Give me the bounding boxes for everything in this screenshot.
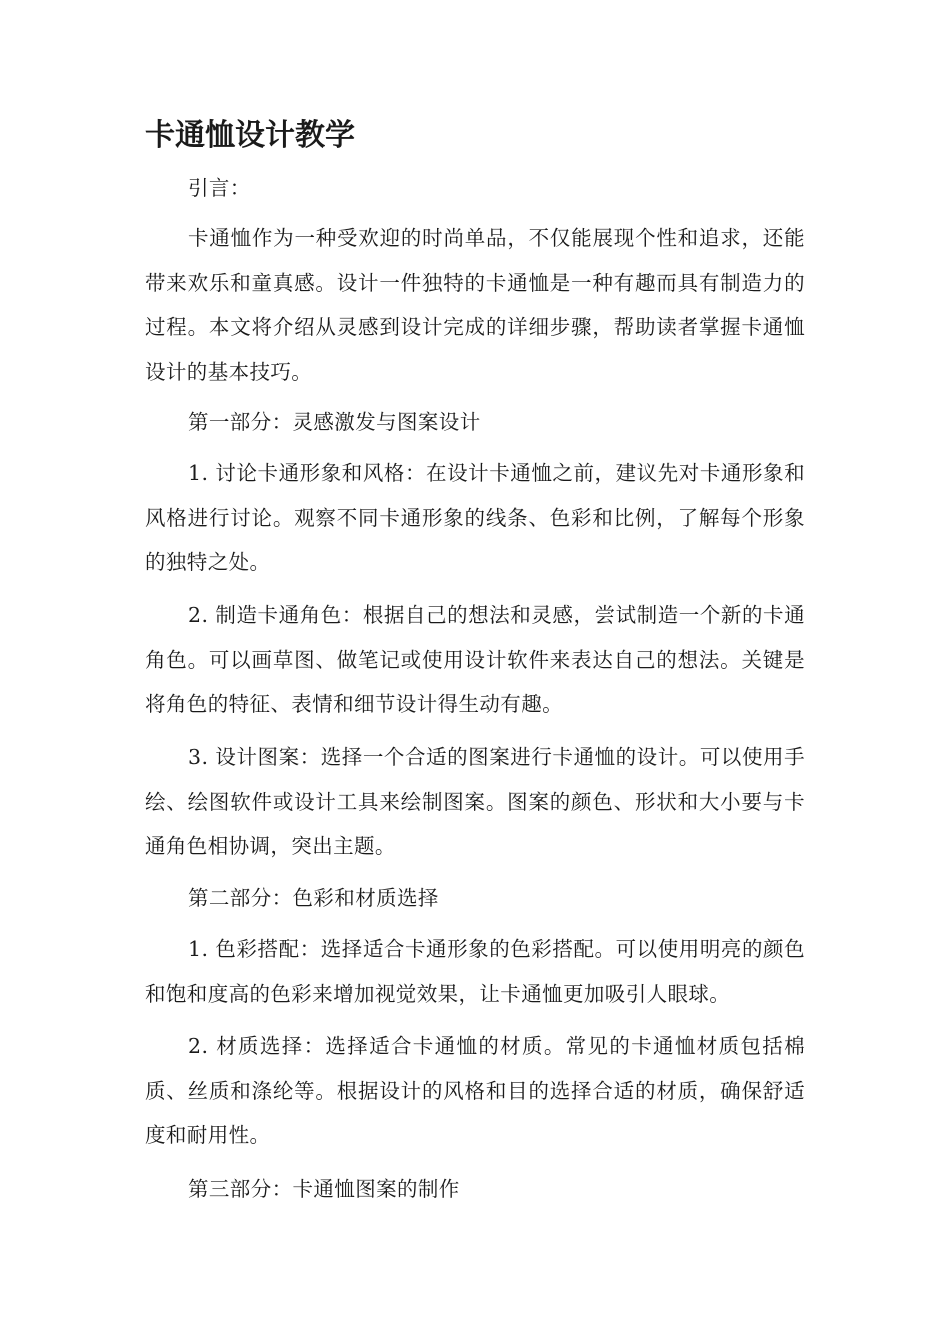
document-title: 卡通恤设计教学	[145, 118, 355, 153]
part3-heading: 第三部分：卡通恤图案的制作	[188, 1177, 460, 1201]
part1-item-3: 3. 设计图案：选择一个合适的图案进行卡通恤的设计。可以使用手绘、绘图软件或设计工具来绘制图案。图案的颜色、形状和大小要与卡通角色相协调，突出主题。	[145, 745, 805, 858]
intro-label: 引言：	[188, 176, 251, 200]
intro-paragraph: 卡通恤作为一种受欢迎的时尚单品，不仅能展现个性和追求，还能带来欢乐和童真感。设计一件独特的卡通恤是一种有趣而具有制造力的过程。本文将介绍从灵感到设计完成的详细步骤，帮助读者掌握卡通恤设计的基本技巧。	[145, 226, 805, 384]
part1-item-2: 2. 制造卡通角色：根据自己的想法和灵感，尝试制造一个新的卡通角色。可以画草图、做笔记或使用设计软件来表达自己的想法。关键是将角色的特征、表情和细节设计得生动有趣。	[145, 603, 805, 716]
part1-heading: 第一部分：灵感激发与图案设计	[188, 410, 481, 434]
part2-heading: 第二部分：色彩和材质选择	[188, 886, 439, 910]
part2-item-2: 2. 材质选择：选择适合卡通恤的材质。常见的卡通恤材质包括棉质、丝质和涤纶等。根据设计的风格和目的选择合适的材质，确保舒适度和耐用性。	[145, 1034, 805, 1147]
part2-item-1: 1. 色彩搭配：选择适合卡通形象的色彩搭配。可以使用明亮的颜色和饱和度高的色彩来增加视觉效果，让卡通恤更加吸引人眼球。	[145, 937, 805, 1006]
part1-item-1: 1. 讨论卡通形象和风格：在设计卡通恤之前，建议先对卡通形象和风格进行讨论。观察不同卡通形象的线条、色彩和比例，了解每个形象的独特之处。	[145, 461, 805, 574]
